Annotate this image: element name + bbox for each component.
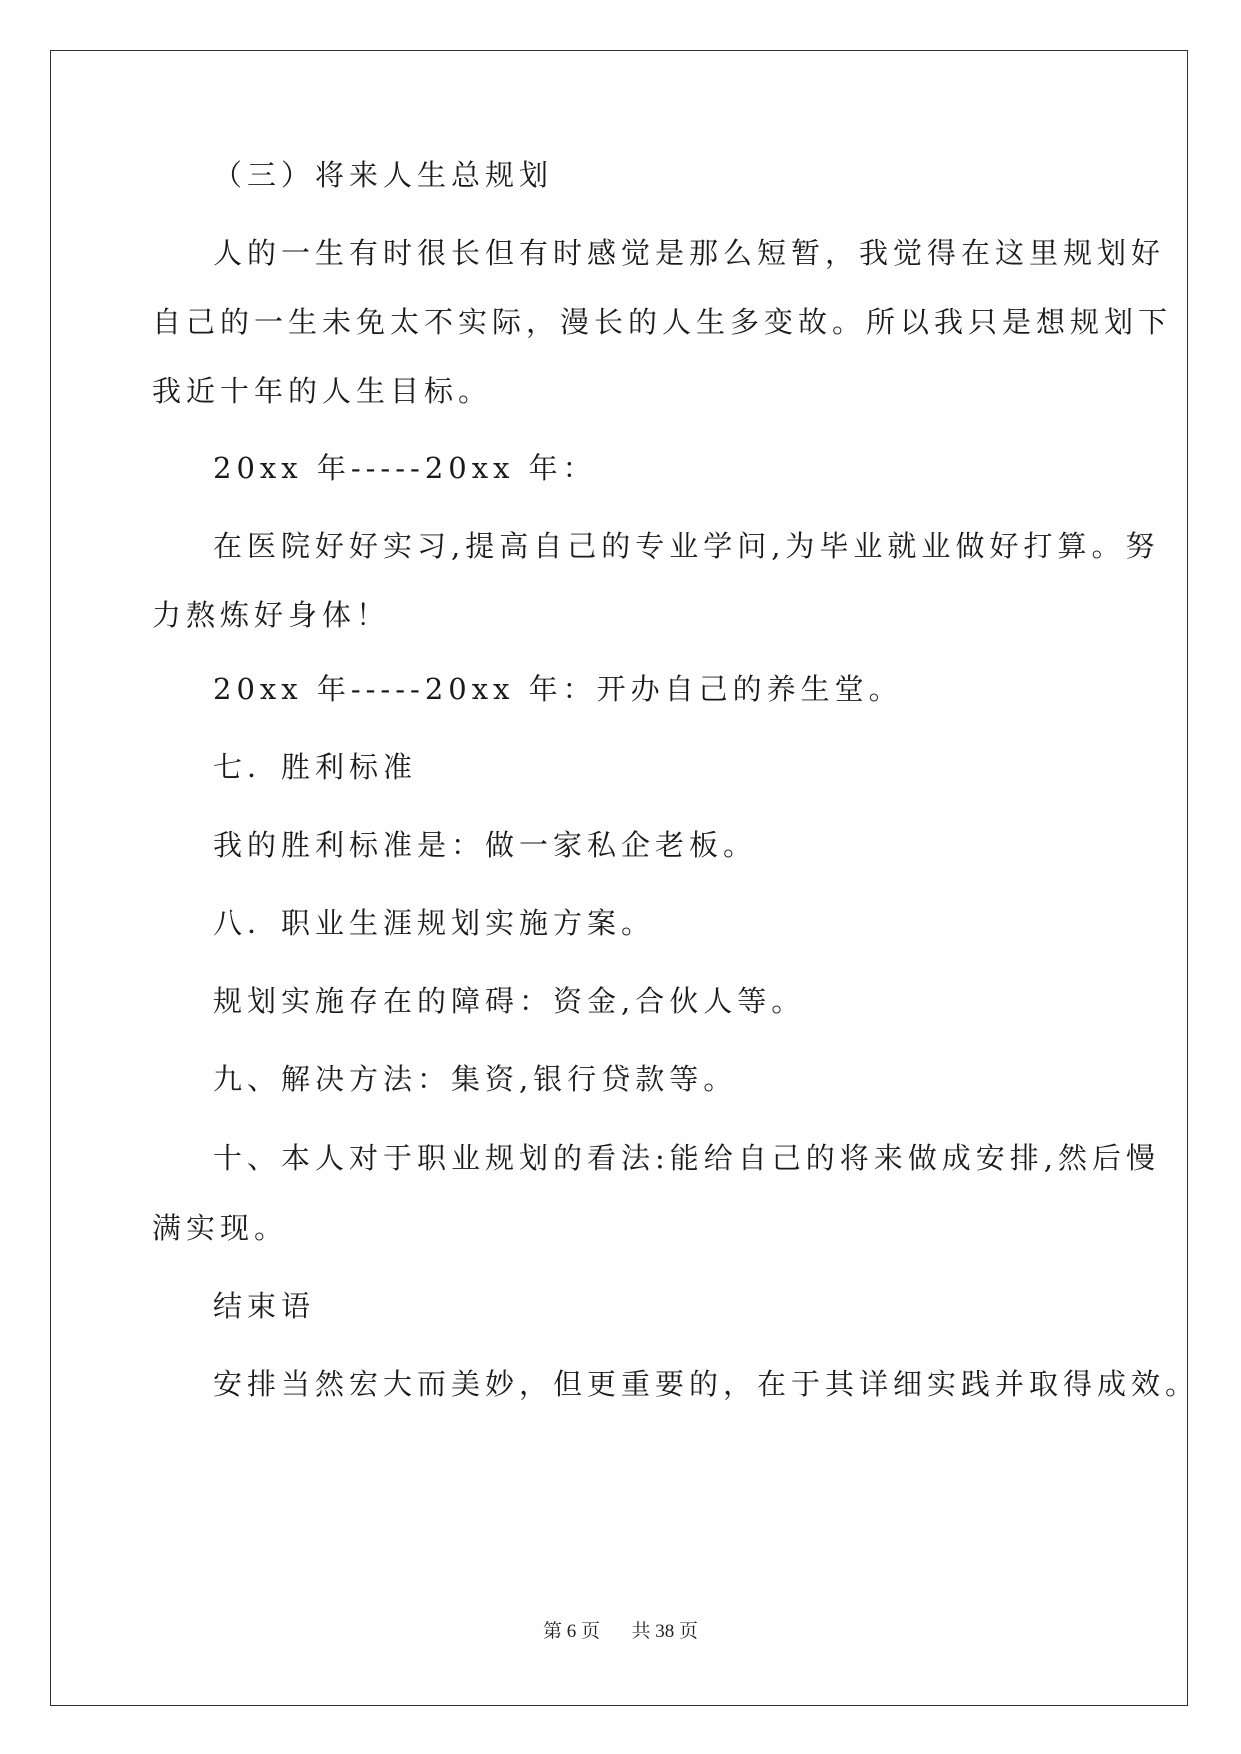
paragraph-line: 满实现。 (152, 1211, 289, 1245)
paragraph-line: 20xx 年-----20xx 年： (213, 451, 597, 485)
paragraph-line: 人的一生有时很长但有时感觉是那么短暂，我觉得在这里规划好 (213, 236, 1166, 270)
paragraph-line: 20xx 年-----20xx 年：开办自己的养生堂。 (213, 672, 903, 706)
page-number: 第 6 页 (542, 1621, 600, 1642)
page-footer (0, 1620, 1241, 1644)
page-border (50, 50, 1188, 1706)
section-heading-success-criteria: 七．胜利标准 (213, 750, 418, 784)
paragraph-line: 规划实施存在的障碍：资金,合伙人等。 (213, 984, 806, 1018)
paragraph-line: 力熬炼好身体！ (152, 598, 391, 632)
section-heading-implementation-plan: 八．职业生涯规划实施方案。 (213, 906, 656, 940)
paragraph-line: 九、解决方法：集资,银行贷款等。 (213, 1062, 738, 1096)
paragraph-line: 十、本人对于职业规划的看法:能给自己的将来做成安排,然后慢 (213, 1141, 1160, 1175)
paragraph-line: 我的胜利标准是：做一家私企老板。 (213, 828, 758, 862)
section-heading-future-plan: （三）将来人生总规划 (213, 158, 554, 192)
paragraph-line: 我近十年的人生目标。 (152, 374, 493, 408)
section-heading-conclusion: 结束语 (213, 1289, 316, 1323)
paragraph-line: 在医院好好实习,提高自己的专业学问,为毕业就业做好打算。努 (213, 529, 1160, 563)
paragraph-line: 安排当然宏大而美妙，但更重要的，在于其详细实践并取得成效。 (213, 1367, 1200, 1401)
page-total: 共 38 页 (631, 1621, 699, 1642)
paragraph-line: 自己的一生未免太不实际，漫长的人生多变故。所以我只是想规划下 (152, 305, 1173, 339)
